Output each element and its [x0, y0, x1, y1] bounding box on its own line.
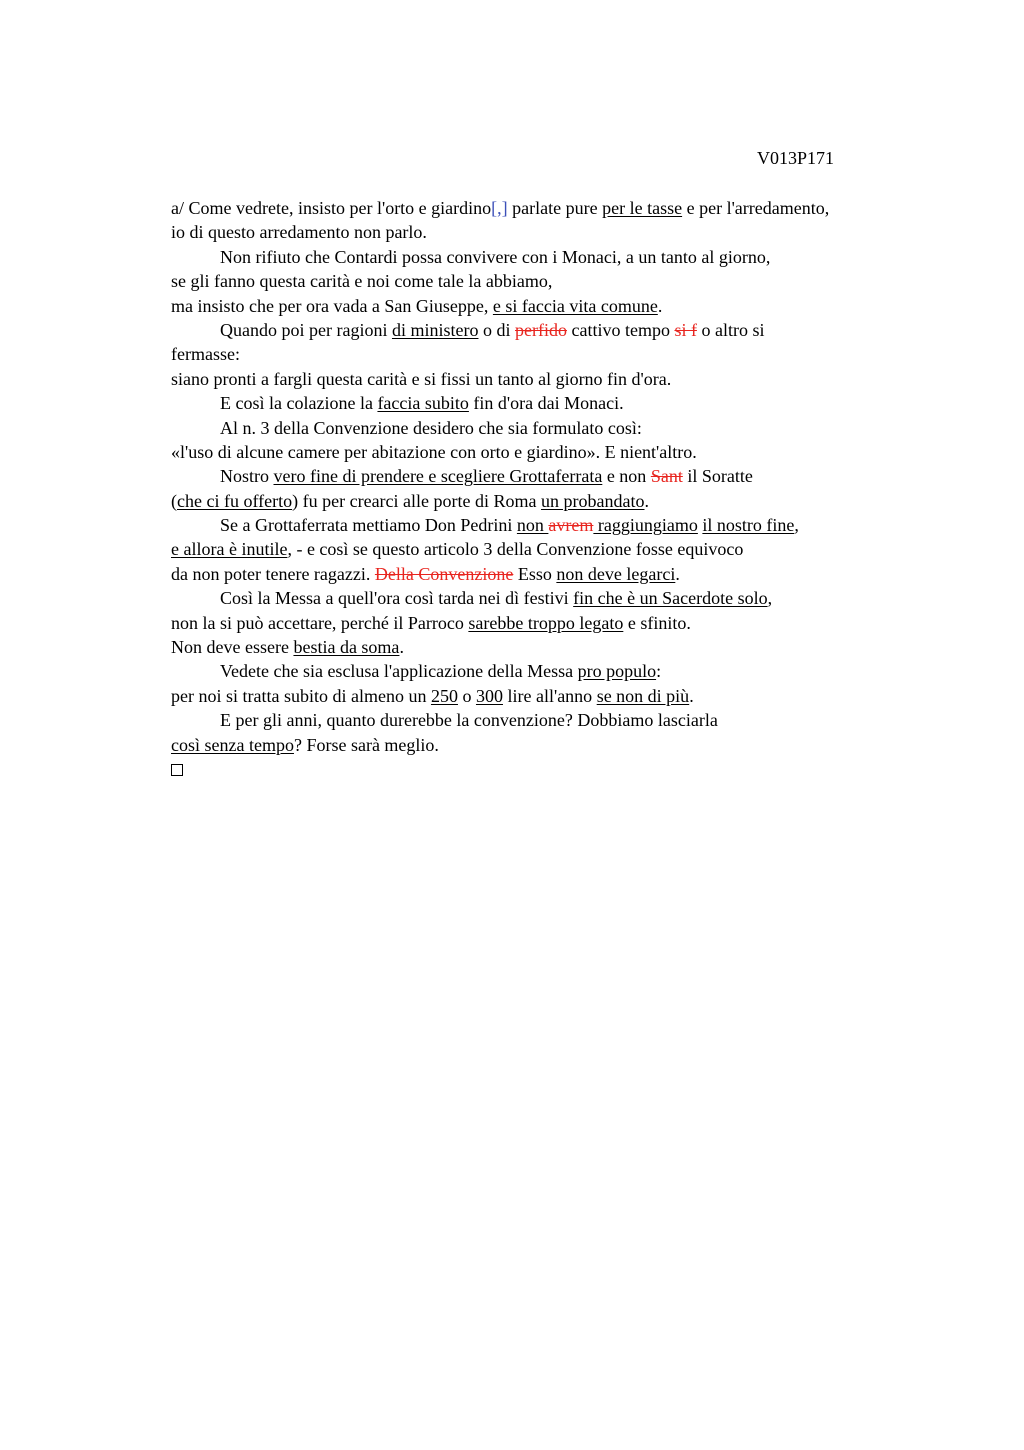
- text-line: [171, 318, 941, 342]
- text-line: [171, 269, 941, 293]
- text-line: [171, 391, 941, 415]
- underlined-text: fin che è un Sacerdote solo: [573, 588, 768, 609]
- underlined-text: che ci fu offerto: [177, 490, 293, 511]
- text-line: [171, 513, 941, 537]
- underlined-text: così senza tempo: [171, 734, 294, 755]
- text-segment: .: [644, 490, 649, 511]
- text-segment: lire all'anno: [502, 685, 597, 706]
- text-segment: il Soratte: [682, 466, 753, 487]
- text-segment: o: [457, 685, 476, 706]
- underlined-text: pro populo: [577, 661, 657, 682]
- struck-through-text: Sant: [650, 466, 683, 487]
- text-line: [171, 489, 941, 513]
- underlined-text: e si faccia vita comune: [492, 295, 658, 316]
- text-segment: .: [399, 637, 404, 658]
- text-line: [171, 196, 941, 220]
- text-segment: E così la colazione la: [220, 393, 378, 414]
- text-segment: E per gli anni, quanto durerebbe la convenzione? Dobbiamo lasciarla: [220, 710, 718, 731]
- text-line: [171, 537, 941, 561]
- text-line: [171, 733, 941, 757]
- underlined-text: se non di più: [596, 685, 690, 706]
- underlined-text: il nostro fine: [702, 515, 795, 536]
- text-segment: e non: [602, 466, 651, 487]
- struck-through-text: Della Convenzione: [374, 563, 514, 584]
- text-line: [171, 586, 941, 610]
- text-line: [171, 294, 941, 318]
- editorial-insertion: [,]: [491, 198, 508, 218]
- text-segment: ,: [794, 515, 799, 536]
- text-segment: fin d'ora dai Monaci.: [468, 393, 624, 414]
- text-segment: fermasse:: [171, 344, 240, 365]
- text-segment: o di: [478, 319, 515, 340]
- text-line: [171, 440, 941, 464]
- text-segment: «l'uso di alcune camere per abitazione con orto e giardino». E nient'altro.: [171, 441, 697, 462]
- text-line: [171, 708, 941, 732]
- text-segment: Così la Messa a quell'ora così tarda nei dì festivi: [220, 588, 574, 609]
- end-of-text-box-icon: [171, 764, 183, 776]
- text-segment: Esso: [513, 563, 557, 584]
- text-segment: Quando poi per ragioni: [220, 319, 392, 340]
- text-segment: .: [689, 685, 694, 706]
- struck-through-text: avrem: [548, 515, 594, 536]
- underlined-text: per le tasse: [602, 198, 683, 218]
- text-segment: :: [656, 661, 662, 682]
- underlined-text: e allora è inutile: [171, 539, 288, 560]
- text-segment: se gli fanno questa carità e noi come tale la abbiamo,: [171, 271, 553, 292]
- text-segment: non la si può accettare, perché il Parroco: [171, 612, 469, 633]
- text-line: [171, 562, 941, 586]
- text-segment: .: [657, 295, 663, 316]
- text-line: [171, 611, 941, 635]
- text-line: [171, 659, 941, 683]
- text-segment: cattivo tempo: [566, 319, 675, 340]
- underlined-text: raggiungiamo: [593, 515, 698, 536]
- page-identifier: V013P171: [757, 148, 835, 168]
- text-segment: ? Forse sarà meglio.: [293, 734, 439, 755]
- text-segment: a/ Come vedrete, insisto per l'orto e giardino: [171, 198, 492, 218]
- underlined-text: 250: [430, 685, 458, 706]
- text-line: [171, 220, 941, 244]
- text-segment: Vedete che sia esclusa l'applicazione della Messa: [220, 661, 578, 682]
- text-segment: per noi si tratta subito di almeno un: [171, 685, 431, 706]
- text-segment: e sfinito.: [623, 612, 691, 633]
- underlined-text: bestia da soma: [293, 637, 400, 658]
- text-line: [171, 245, 941, 269]
- struck-through-text: si f: [674, 319, 697, 340]
- text-segment: .: [675, 563, 680, 584]
- underlined-text: di ministero: [391, 319, 479, 340]
- text-line: [171, 416, 941, 440]
- text-segment: ma insisto che per ora vada a San Giuseppe,: [171, 295, 493, 316]
- text-segment: siano pronti a fargli questa carità e si fissi un tanto al giorno fin d'ora.: [171, 368, 672, 389]
- underlined-text: non deve legarci: [556, 563, 676, 584]
- text-segment: Non deve essere: [171, 637, 294, 658]
- text-segment: e per l'arredamento,: [682, 198, 830, 218]
- text-segment: ,: [767, 588, 773, 609]
- text-segment: Nostro: [220, 466, 274, 487]
- underlined-text: sarebbe troppo legato: [468, 612, 624, 633]
- text-segment: parlate pure: [507, 198, 603, 218]
- underlined-text: vero fine di prendere e scegliere Grottaferrata: [273, 466, 603, 487]
- end-mark-container: [171, 757, 183, 781]
- text-segment: Non rifiuto che Contardi possa convivere con i Monaci, a un tanto al giorno,: [220, 246, 771, 267]
- text-line: [171, 684, 941, 708]
- text-segment: o altro si: [696, 319, 765, 340]
- text-segment: da non poter tenere ragazzi.: [171, 563, 375, 584]
- underlined-text: faccia subito: [377, 393, 469, 414]
- text-segment: Al n. 3 della Convenzione desidero che sia formulato così:: [220, 417, 642, 438]
- struck-through-text: perfido: [514, 319, 567, 340]
- text-line: [171, 464, 941, 488]
- document-body: [171, 196, 941, 757]
- underlined-text: 300: [475, 685, 503, 706]
- text-segment: io di questo arredamento non parlo.: [171, 222, 427, 243]
- text-line: [171, 635, 941, 659]
- text-segment: ) fu per crearci alle porte di Roma: [292, 490, 542, 511]
- text-segment: (: [171, 490, 177, 511]
- underlined-text: un probandato: [541, 490, 645, 511]
- text-segment: , - e così se questo articolo 3 della Convenzione fosse equivoco: [287, 539, 744, 560]
- text-segment: Se a Grottaferrata mettiamo Don Pedrini: [220, 515, 517, 536]
- text-line: [171, 367, 941, 391]
- underlined-text: non: [516, 515, 549, 536]
- text-line: [171, 342, 941, 366]
